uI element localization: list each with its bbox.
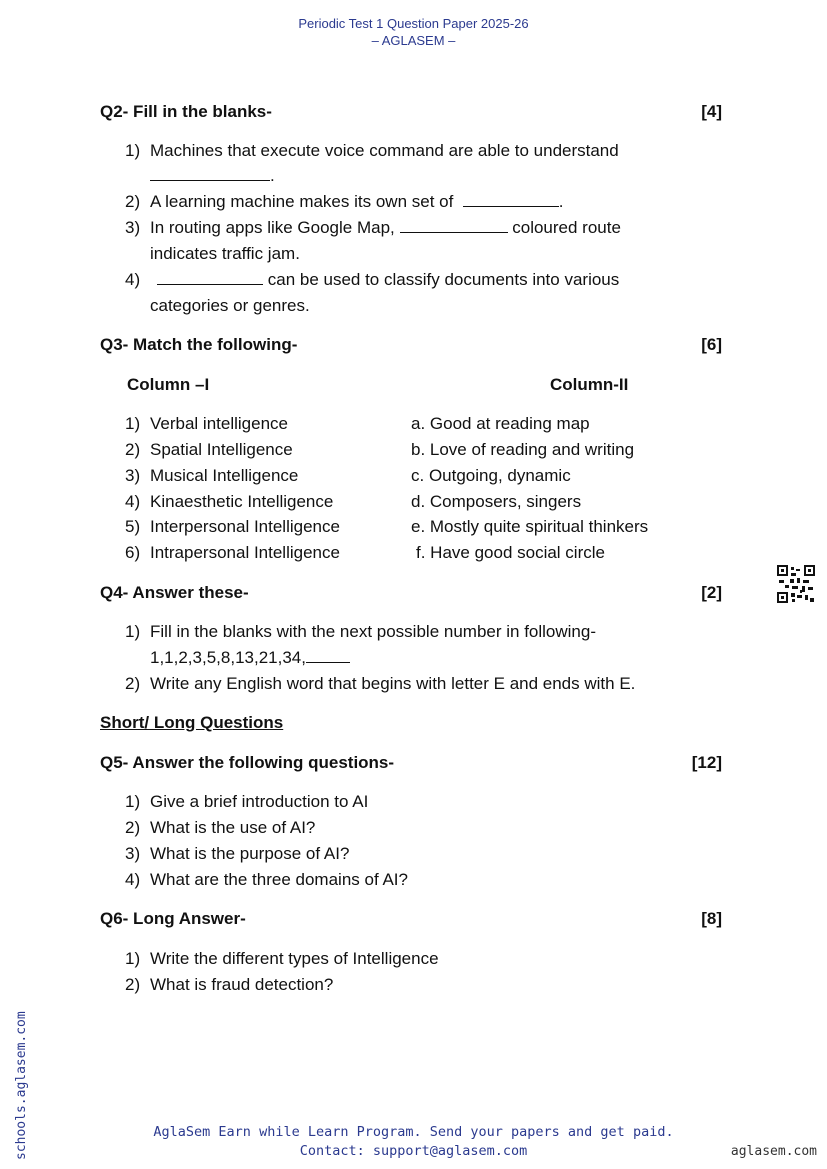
side-watermark: schools.aglasem.com	[14, 1011, 29, 1160]
q3-title: Q3- Match the following-	[100, 335, 298, 354]
q2-item-3-cont: indicates traffic jam.	[150, 244, 300, 263]
answer-blank	[463, 192, 559, 207]
header-brand: – AGLASEM –	[371, 33, 456, 48]
q2-title: Q2- Fill in the blanks-	[100, 102, 272, 121]
q4-item-1-cont: 1,1,2,3,5,8,13,21,34,	[150, 648, 350, 668]
q2-item-4-cont: categories or genres.	[150, 296, 310, 315]
qr-code-icon	[777, 565, 815, 603]
section-title: Short/ Long Questions	[100, 713, 284, 732]
item-number: 1)	[125, 141, 141, 160]
answer-blank	[150, 166, 270, 181]
q5-title: Q5- Answer the following questions-	[100, 753, 395, 772]
column-2-header: Column-II	[550, 375, 629, 394]
q6-marks: [8]	[701, 909, 722, 928]
q6-heading	[100, 909, 722, 929]
q5-marks: [12]	[691, 753, 722, 772]
footer-promo: AglaSem Earn while Learn Program. Send your papers and get paid.	[153, 1124, 674, 1140]
answer-blank	[400, 218, 508, 233]
q2-heading	[100, 102, 722, 122]
q4-marks: [2]	[701, 583, 722, 602]
answer-blank	[306, 648, 350, 663]
q2-marks: [4]	[701, 102, 722, 121]
footer-contact[interactable]: Contact: support@aglasem.com	[299, 1143, 528, 1159]
q6-title: Q6- Long Answer-	[100, 909, 246, 928]
page-header	[0, 15, 827, 49]
q5-heading	[100, 753, 722, 773]
q3-heading	[100, 335, 722, 355]
column-1-header: Column –I	[127, 375, 210, 394]
item-text: Machines that execute voice command are able to understand	[150, 141, 619, 160]
answer-blank	[157, 270, 263, 285]
q3-marks: [6]	[701, 335, 722, 354]
q2-item-1-cont: .	[150, 166, 275, 186]
q4-title: Q4- Answer these-	[100, 583, 249, 602]
q4-heading	[100, 583, 722, 603]
footer-site-link[interactable]: aglasem.com	[730, 1144, 817, 1159]
header-title: Periodic Test 1 Question Paper 2025-26	[298, 16, 529, 31]
